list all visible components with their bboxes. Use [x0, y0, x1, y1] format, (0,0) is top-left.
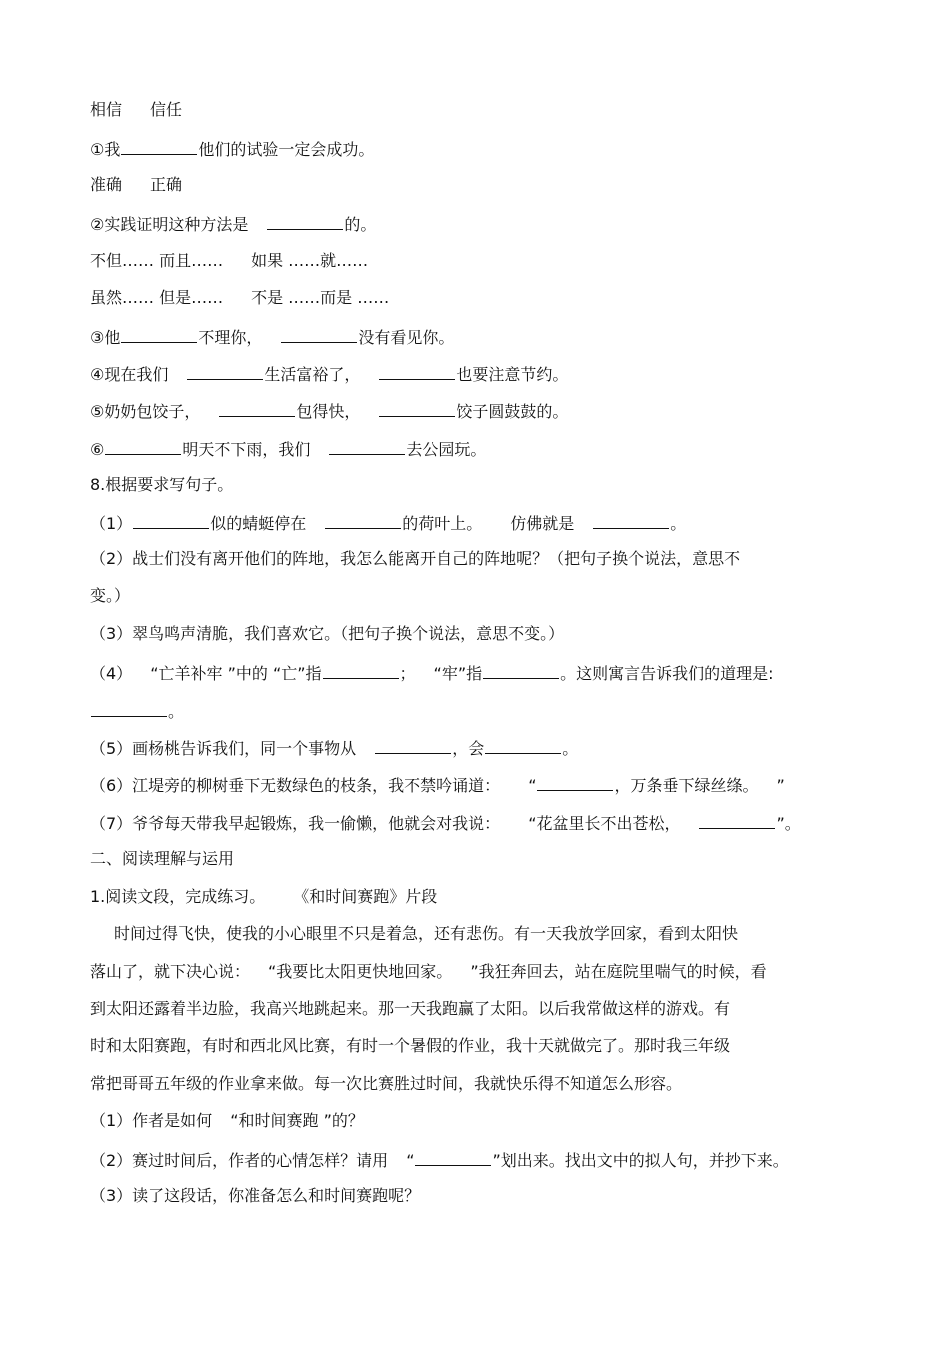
answer-blank[interactable]	[379, 398, 455, 417]
fill-question-1: ①我 他们的试验一定会成功。	[90, 136, 374, 160]
answer-blank[interactable]	[267, 211, 343, 230]
word-option: 正确	[150, 175, 183, 194]
answer-blank[interactable]	[485, 735, 561, 754]
sentence-item-2-cont: 变。）	[90, 586, 131, 605]
answer-blank[interactable]	[379, 361, 455, 380]
conjunction-row-2	[90, 286, 389, 310]
answer-blank[interactable]	[219, 398, 295, 417]
fill-question-2: ②实践证明这种方法是 的。	[90, 211, 376, 235]
word-option: 准确	[90, 175, 123, 194]
sentence-item-7: （7）爷爷每天带我早起锻炼，我一偷懒，他就会对我说： “花盆里长不出苍松， ”。	[90, 810, 801, 834]
fill-question-3: ③他 不理你， 没有看见你。	[90, 324, 454, 348]
reading-question-1: （1）作者是如何 “和时间赛跑 ”的？	[90, 1111, 364, 1130]
fill-question-5: ⑤奶奶包饺子， 包得快， 饺子圆鼓鼓的。	[90, 398, 568, 422]
conjunction-option: 虽然…… 但是……	[90, 288, 224, 307]
sentence-item-5: （5）画杨桃告诉我们，同一个事物从 ，会 。	[90, 735, 578, 759]
answer-blank[interactable]	[323, 660, 399, 679]
fill-question-4: ④现在我们 生活富裕了， 也要注意节约。	[90, 361, 568, 385]
passage-line: 落山了，就下决心说： “我要比太阳更快地回家。 ”我狂奔回去，站在庭院里喘气的时候，看	[90, 962, 767, 981]
section-2-heading: 二、阅读理解与运用	[90, 849, 235, 868]
passage-line: 时和太阳赛跑，有时和西北风比赛，有时一个暑假的作业，我十天就做完了。那时我三年级	[90, 1036, 731, 1055]
word-choice-row-1	[90, 98, 182, 122]
answer-blank[interactable]	[187, 361, 263, 380]
passage-line: 常把哥哥五年级的作业拿来做。每一次比赛胜过时间，我就快乐得不知道怎么形容。	[90, 1074, 683, 1093]
answer-blank[interactable]	[375, 735, 451, 754]
answer-blank[interactable]	[699, 810, 775, 829]
answer-blank[interactable]	[329, 436, 405, 455]
answer-blank[interactable]	[593, 510, 669, 529]
conjunction-option: 如果 ……就……	[251, 251, 369, 270]
word-option: 相信	[90, 100, 123, 119]
sentence-item-6: （6）江堤旁的柳树垂下无数绿色的枝条，我不禁吟诵道： “ ，万条垂下绿丝绦。 ”	[90, 772, 785, 796]
answer-blank[interactable]	[325, 510, 401, 529]
answer-blank[interactable]	[121, 324, 197, 343]
word-option: 信任	[150, 100, 183, 119]
conjunction-option: 不是 ……而是 ……	[251, 288, 390, 307]
answer-blank[interactable]	[133, 510, 209, 529]
passage-line: 到太阳还露着半边脸，我高兴地跳起来。那一天我跑赢了太阳。以后我常做这样的游戏。有	[90, 999, 731, 1018]
sentence-item-1: （1） 似的蜻蜓停在 的荷叶上。 仿佛就是 。	[90, 510, 686, 534]
answer-blank[interactable]	[415, 1147, 491, 1166]
reading-question-2: （2）赛过时间后，作者的心情怎样？请用 “ ”划出来。找出文中的拟人句，并抄下来。	[90, 1147, 789, 1171]
passage-line: 时间过得飞快，使我的小心眼里不只是着急，还有悲伤。有一天我放学回家，看到太阳快	[114, 924, 739, 943]
sentence-item-3: （3）翠鸟鸣声清脆，我们喜欢它。（把句子换个说法，意思不变。）	[90, 624, 565, 643]
answer-blank[interactable]	[91, 698, 167, 717]
answer-blank[interactable]	[483, 660, 559, 679]
passage-title: 《和时间赛跑》片段	[293, 887, 438, 906]
answer-blank[interactable]	[537, 772, 613, 791]
fill-question-6: ⑥ 明天不下雨，我们 去公园玩。	[90, 436, 486, 460]
answer-blank[interactable]	[281, 324, 357, 343]
sentence-item-4: （4） “亡羊补牢 ”中的 “亡”指 ； “牢”指 。这则寓言告诉我们的道理是:	[90, 660, 774, 684]
sentence-item-2: （2）战士们没有离开他们的阵地，我怎么能离开自己的阵地呢？（把句子换个说法，意思不	[90, 549, 741, 568]
conjunction-row-1	[90, 249, 368, 273]
sentence-item-4-cont: 。	[90, 698, 184, 722]
reading-task-title: 1.阅读文段，完成练习。 《和时间赛跑》片段	[90, 887, 438, 906]
reading-question-3: （3）读了这段话，你准备怎么和时间赛跑呢？	[90, 1186, 421, 1205]
answer-blank[interactable]	[121, 136, 197, 155]
word-choice-row-2	[90, 173, 182, 197]
answer-blank[interactable]	[105, 436, 181, 455]
conjunction-option: 不但…… 而且……	[90, 251, 224, 270]
section-8-heading: 8.根据要求写句子。	[90, 475, 234, 494]
